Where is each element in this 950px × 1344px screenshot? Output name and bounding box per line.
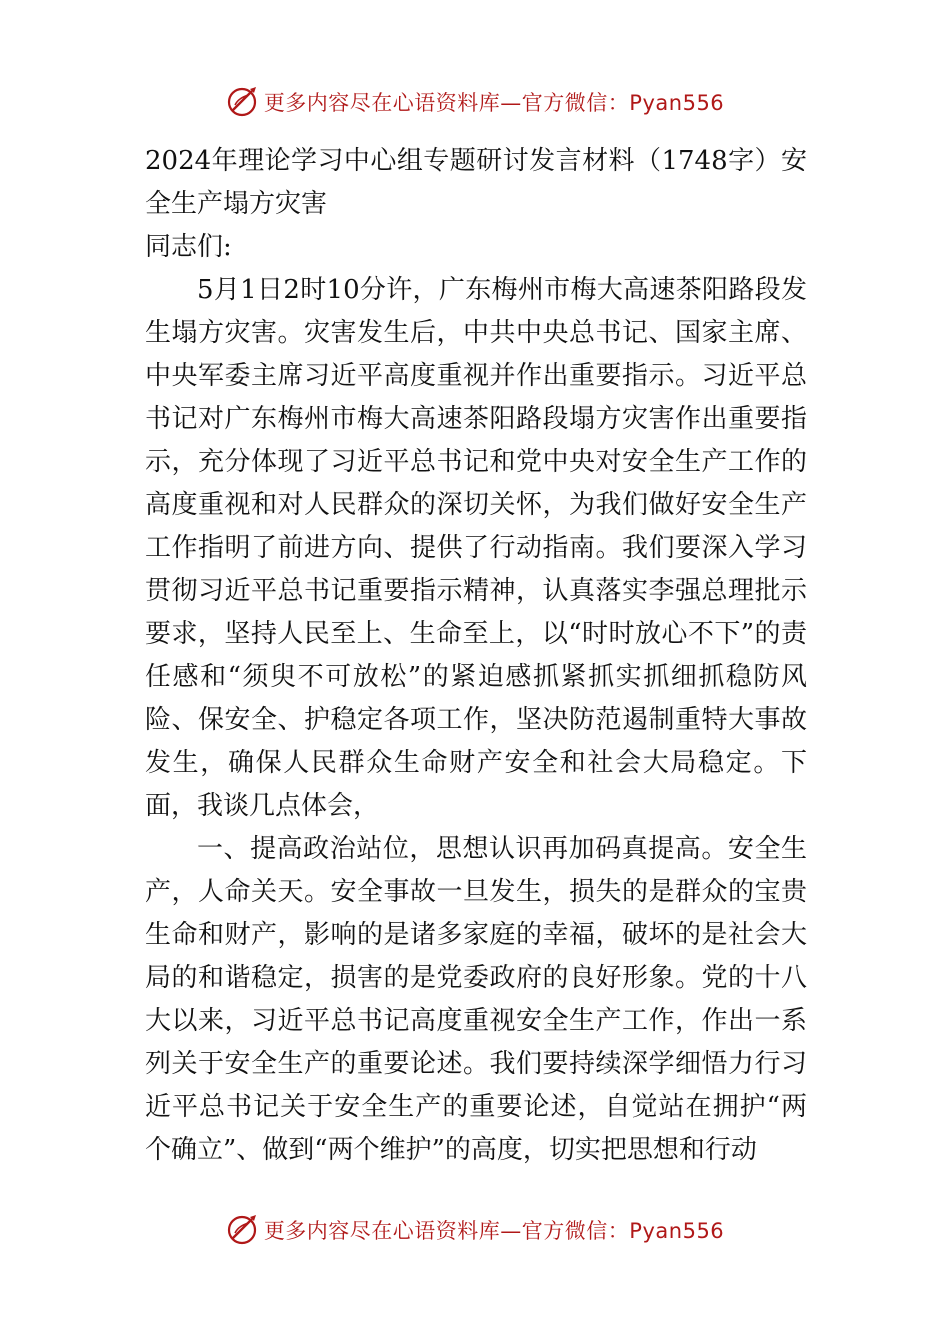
pen-circle-logo-icon <box>226 85 260 119</box>
paragraph: 一、提高政治站位，思想认识再加码真提高。安全生产，人命关天。安全事故一旦发生，损失的是群众的宝贵生命和财产，影响的是诸多家庭的幸福，破坏的是社会大局的和谐稳定，损害的是党委政府的良好形象。党的十八大以来，习近平总书记高度重视安全生产工作，作出一系列关于安全生产的重要论述。我们要持续深学细悟力行习近平总书记关于安全生产的重要论述，自觉站在拥护“两个确立”、做到“两个维护”的高度，切实把思想和行动 <box>145 834 807 1165</box>
watermark-header <box>0 82 950 122</box>
watermark-text: 更多内容尽在心语资料库—官方微信：Pyan556 <box>263 1219 725 1243</box>
document-title: 2024年理论学习中心组专题研讨发言材料（1748字）安全生产塌方灾害 <box>145 146 807 219</box>
paragraph: 5月1日2时10分许，广东梅州市梅大高速茶阳路段发生塌方灾害。灾害发生后，中共中央总书记、国家主席、中央军委主席习近平高度重视并作出重要指示。习近平总书记对广东梅州市梅大高速茶阳路段塌方灾害作出重要指示，充分体现了习近平总书记和党中央对安全生产工作的高度重视和对人民群众的深切关怀，为我们做好安全生产工作指明了前进方向、提供了行动指南。我们要深入学习贯彻习近平总书记重要指示精神，认真落实李强总理批示要求，坚持人民至上、生命至上，以“时时放心不下”的责任感和“须臾不可放松”的紧迫感抓紧抓实抓细抓稳防风险、保安全、护稳定各项工作，坚决防范遏制重特大事故发生，确保人民群众生命财产安全和社会大局稳定。下面，我谈几点体会， <box>145 275 807 821</box>
greeting: 同志们: <box>145 232 232 262</box>
watermark-text: 更多内容尽在心语资料库—官方微信：Pyan556 <box>263 91 725 115</box>
document-body <box>145 140 807 1172</box>
pen-circle-logo-icon <box>226 1213 260 1247</box>
watermark-footer <box>0 1210 950 1250</box>
